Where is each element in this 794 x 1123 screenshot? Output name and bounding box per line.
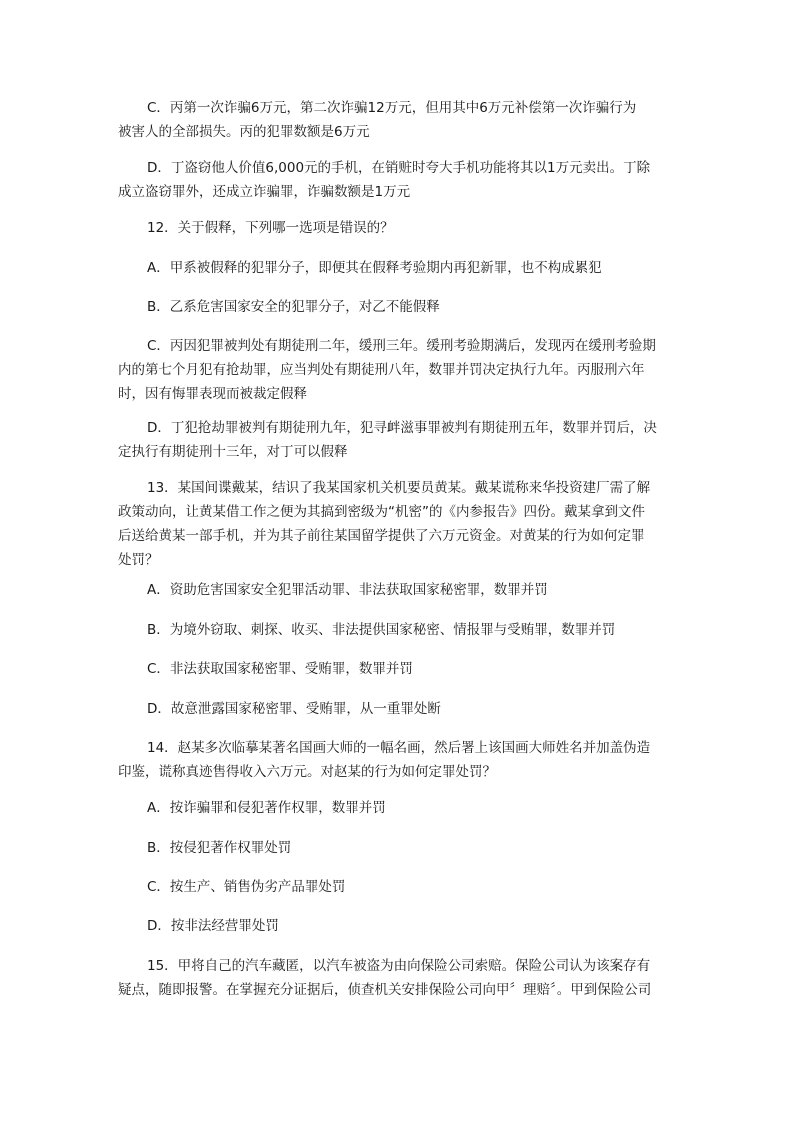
text-line: D．丁犯抢劫罪被判有期徒刑九年，犯寻衅滋事罪被判有期徒刑五年，数罪并罚后，决 bbox=[147, 420, 657, 436]
text-line: C．丙因犯罪被判处有期徒刑二年，缓刑三年。缓刑考验期满后，发现丙在缓刑考验期 bbox=[147, 338, 656, 354]
q14-option-d bbox=[118, 914, 678, 938]
text-line: A．资助危害国家安全犯罪活动罪、非法获取国家秘密罪，数罪并罚 bbox=[147, 582, 548, 598]
text-line: 印鉴，谎称真迹售得收入六万元。对赵某的行为如何定罪处罚？ bbox=[118, 764, 496, 780]
text-line: B．按侵犯著作权罪处罚 bbox=[147, 840, 292, 856]
text-line: 被害人的全部损失。丙的犯罪数额是6万元 bbox=[118, 124, 370, 140]
q13-option-d bbox=[118, 697, 678, 721]
q12-option-a bbox=[118, 256, 678, 280]
q12-option-b bbox=[118, 295, 678, 319]
text-line: D．按非法经营罪处罚 bbox=[147, 918, 279, 934]
q14-option-a bbox=[118, 796, 678, 820]
text-line: 15．甲将自己的汽车藏匿，以汽车被盗为由向保险公司索赔。保险公司认为该案存有 bbox=[147, 958, 651, 974]
text-line: 13．某国间谍戴某，结识了我某国家机关机要员黄某。戴某谎称来华投资建厂需了解 bbox=[147, 480, 651, 496]
text-line: C．丙第一次诈骗6万元，第二次诈骗12万元，但用其中6万元补偿第一次诈骗行为 bbox=[147, 100, 637, 116]
text-line: 后送给黄某一部手机，并为其子前往某国留学提供了六万元资金。对黄某的行为如何定罪 bbox=[118, 528, 645, 544]
q12-option-c bbox=[118, 334, 678, 406]
text-line: C．按生产、销售伪劣产品罪处罚 bbox=[147, 879, 346, 895]
text-line: 12．关于假释，下列哪一选项是错误的？ bbox=[147, 220, 394, 236]
text-line: 14．赵某多次临摹某著名国画大师的一幅名画，然后署上该国画大师姓名并加盖伪造 bbox=[147, 740, 651, 756]
q12-option-d bbox=[118, 416, 678, 464]
text-line: B．乙系危害国家安全的犯罪分子，对乙不能假释 bbox=[147, 299, 440, 315]
q15-stem bbox=[118, 954, 678, 1002]
text-line: D．丁盗窃他人价值6,000元的手机，在销赃时夸大手机功能将其以1万元卖出。丁除 bbox=[147, 160, 651, 176]
q12-stem bbox=[118, 216, 678, 240]
q13-stem bbox=[118, 476, 678, 572]
q14-stem bbox=[118, 736, 678, 784]
q13-option-a bbox=[118, 578, 678, 602]
text-line: A．甲系被假释的犯罪分子，即便其在假释考验期内再犯新罪，也不构成累犯 bbox=[147, 260, 602, 276]
q14-option-b bbox=[118, 836, 678, 860]
text-line: 政策动向，让黄某借工作之便为其搞到密级为“机密”的《内参报告》四份。戴某拿到文件 bbox=[118, 504, 645, 520]
text-line: 定执行有期徒刑十三年，对丁可以假释 bbox=[118, 444, 348, 460]
q13-option-c bbox=[118, 657, 678, 681]
q11-option-c bbox=[118, 96, 678, 144]
q11-option-d bbox=[118, 156, 678, 204]
text-line: 疑点，随即报警。在掌握充分证据后，侦查机关安排保险公司向甲〞理赔〞。甲到保险公司 bbox=[118, 982, 652, 998]
text-line: C．非法获取国家秘密罪、受贿罪，数罪并罚 bbox=[147, 661, 413, 677]
text-line: D．故意泄露国家秘密罪、受贿罪，从一重罪处断 bbox=[147, 701, 441, 717]
text-line: 时，因有悔罪表现而被裁定假释 bbox=[118, 386, 307, 402]
q14-option-c bbox=[118, 875, 678, 899]
text-line: 处罚？ bbox=[118, 552, 159, 568]
text-line: 内的第七个月犯有抢劫罪，应当判处有期徒刑八年，数罪并罚决定执行九年。丙服刑六年 bbox=[118, 362, 645, 378]
text-line: A．按诈骗罪和侵犯著作权罪，数罪并罚 bbox=[147, 800, 386, 816]
text-line: B．为境外窃取、刺探、收买、非法提供国家秘密、情报罪与受贿罪，数罪并罚 bbox=[147, 622, 616, 638]
q13-option-b bbox=[118, 618, 678, 642]
text-line: 成立盗窃罪外，还成立诈骗罪，诈骗数额是1万元 bbox=[118, 184, 411, 200]
